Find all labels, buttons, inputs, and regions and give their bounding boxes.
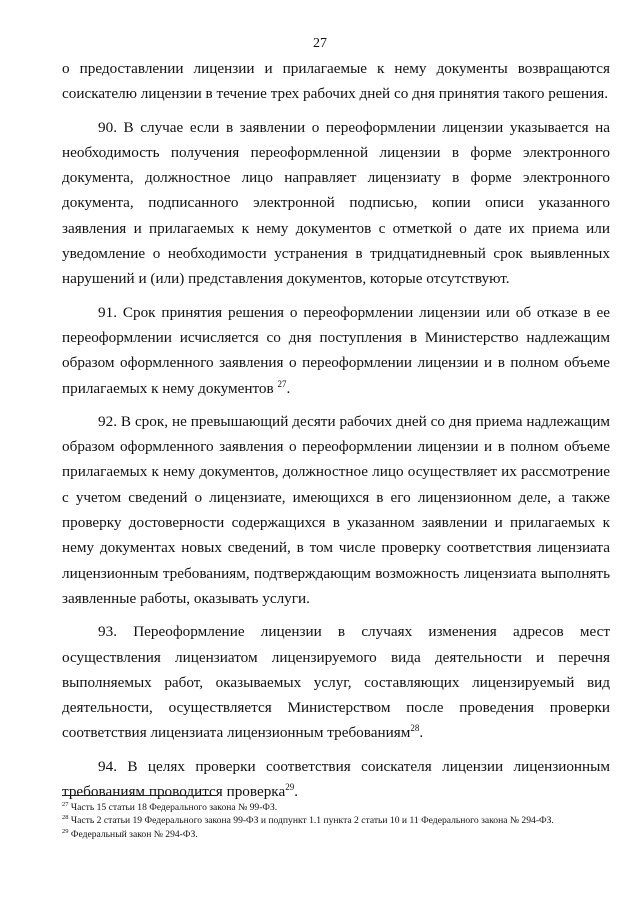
footnote-divider (62, 795, 217, 796)
footnote-ref-27[interactable]: 27 (277, 378, 287, 389)
footnote-ref-29[interactable]: 29 (285, 781, 295, 792)
footnote-29: $^{29}$ Федеральный закон № 294-ФЗ. (62, 827, 198, 840)
paragraph-continuation: о предоставлении лицензии и прилагаемые к нему документы возвращаются соискателю лицензии в течение трех рабочих дней со дня принятия такого решения. (62, 60, 610, 103)
paragraph-91: 91. Срок принятия решения о переоформлении лицензии или об отказе в ее переоформлении исчисляется со дня поступления в Министерство надлежащим образом оформленного заявления о переоформлении лицензии и в полном объеме прилагаемых к нему документов $^{27}$. (62, 303, 610, 397)
page-number: 27 (313, 36, 327, 51)
body-text (62, 56, 610, 812)
paragraph-93: 93. Переоформление лицензии в случаях изменения адресов мест осуществления лицензиатом лицензируемого вида деятельности и перечня выполняемых работ, оказываемых услуг, составляющих лицензируемый вид деятельности, осуществляется Министерством после проведения проверки соответствия лицензиата лицензионным требованиям$^{28}$. (62, 623, 610, 742)
footnotes (62, 801, 622, 841)
footnote-28: $^{28}$ Часть 2 статьи 19 Федерального закона 99-ФЗ и подпункт 1.1 пункта 2 статьи 10 и 11 Федерального закона № 294-ФЗ. (62, 814, 554, 827)
paragraph-92: 92. В срок, не превышающий десяти рабочих дней со дня приема надлежащим образом оформленного заявления о переоформлении лицензии и в полном объеме прилагаемых к нему документов, должностное лицо осуществляет их рассмотрение с учетом сведений о лицензиате, имеющихся в его лицензионном деле, а также проверку достоверности содержащихся в указанном заявлении и прилагаемых к нему документах новых сведений, в том числе проверку соответствия лицензиата лицензионным требованиям, подтверждающим возможность лицензиата выполнять заявленные работы, оказывать услуги. (62, 412, 610, 607)
footnote-27: $^{27}$ Часть 15 статьи 18 Федерального закона № 99-ФЗ. (62, 800, 278, 813)
footnote-ref-28[interactable]: 28 (410, 723, 420, 734)
paragraph-94: 94. В целях проверки соответствия соискателя лицензии лицензионным требованиям проводится проверка$^{29}$. (62, 757, 610, 801)
paragraph-90: 90. В случае если в заявлении о переоформлении лицензии указывается на необходимость получения переоформленной лицензии в форме электронного документа, должностное лицо направляет лицензиату в форме электронного документа, подписанного электронной подписью, копии описи указанного заявления и прилагаемых к нему документов с отметкой о дате их приема или уведомление о необходимости устранения в тридцатидневный срок выявленных нарушений и (или) представления документов, которые отсутствуют. (62, 118, 610, 288)
